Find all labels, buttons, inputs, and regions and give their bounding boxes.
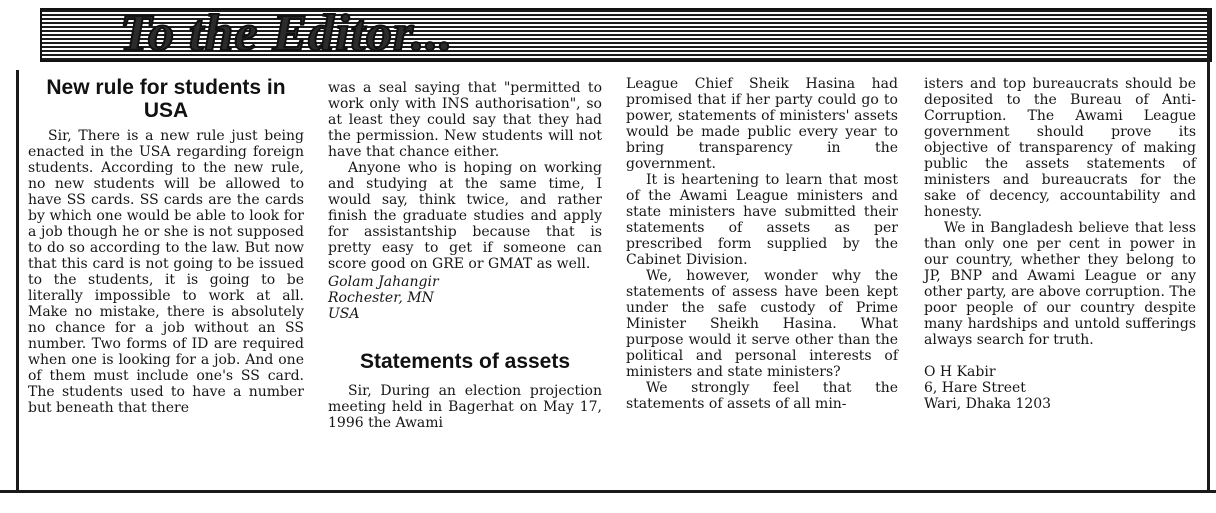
column-4 <box>924 76 1196 412</box>
section-banner <box>40 5 1212 62</box>
letter2-signature <box>924 364 1196 412</box>
letter2-paragraph: It is heartening to learn that most of the Awami League ministers and state ministers have submitted their statements of assets as per prescribed form supplied by the Cabinet Division. <box>626 172 898 268</box>
left-column-rule <box>16 70 19 490</box>
signature-name: O H Kabir <box>924 364 996 380</box>
letter1-paragraph: Sir, There is a new rule just being enacted in the USA regarding foreign students. According to the new rule, no new students will be allowed to have SS cards. SS cards are the cards by which one would be able to look for a job though he or she is not supposed to do so according to the law. But now that this card is not going to be issued to the students, it is going to be literally impossible to work at all. Make no mistake, there is absolutely no chance for a job without an SS number. Two forms of ID are required when one is looking for a job. And one of them must include one's SS card. The students used to have a number but beneath that there <box>28 128 304 416</box>
column-2 <box>328 80 602 431</box>
letter2-paragraph: We strongly feel that the statements of assets of all min- <box>626 380 898 412</box>
right-border-rule <box>1207 8 1210 493</box>
column-3 <box>626 76 898 412</box>
letter2-paragraph: isters and top bureaucrats should be deposited to the Bureau of Anti-Corruption. The Awami League government should prove its objective of transparency of making public the assets statements of ministers and bureaucrats for the sake of decency, accountability and honesty. <box>924 76 1196 220</box>
letter1-paragraph: Anyone who is hoping on working and studying at the same time, I would say, think twice, and rather finish the graduate studies and apply for assistantship because that is pretty easy to get if someone can score good on GRE or GMAT as well. <box>328 160 602 272</box>
signature-street: 6, Hare Street <box>924 380 1026 396</box>
letter1-paragraph: was a seal saying that "permitted to work only with INS authorisation", so at least they could say that they had the permission. New students will not have that chance either. <box>328 80 602 160</box>
bottom-border-rule <box>0 490 1216 493</box>
signature-city: Rochester, MN <box>328 290 434 306</box>
letter1-headline: New rule for students in USA <box>46 76 286 122</box>
signature-name: Golam Jahangir <box>328 274 439 290</box>
letter2-paragraph: League Chief Sheik Hasina had promised that if her party could go to power, statements of ministers' assets would be made public every year to bring transparency in the government. <box>626 76 898 172</box>
column-1 <box>28 72 304 416</box>
section-title: To the Editor... <box>120 5 454 62</box>
signature-country: USA <box>328 306 360 322</box>
signature-city: Wari, Dhaka 1203 <box>924 396 1052 412</box>
letter2-paragraph: We in Bangladesh believe that less than only one per cent in power in our country, whether they belong to JP, BNP and Awami League or any other party, are above corruption. The poor people of our country despite many hardships and untold sufferings always search for truth. <box>924 220 1196 348</box>
letter1-signature <box>328 274 602 322</box>
letter2-paragraph: Sir, During an election projection meeting held in Bagerhat on May 17, 1996 the Awami <box>328 383 602 431</box>
letter2-paragraph: We, however, wonder why the statements of assess have been kept under the safe custody of Prime Minister Sheikh Hasina. What purpose would it serve other than the political and personal interests of ministers and state ministers? <box>626 268 898 380</box>
letter2-headline: Statements of assets <box>359 350 571 373</box>
